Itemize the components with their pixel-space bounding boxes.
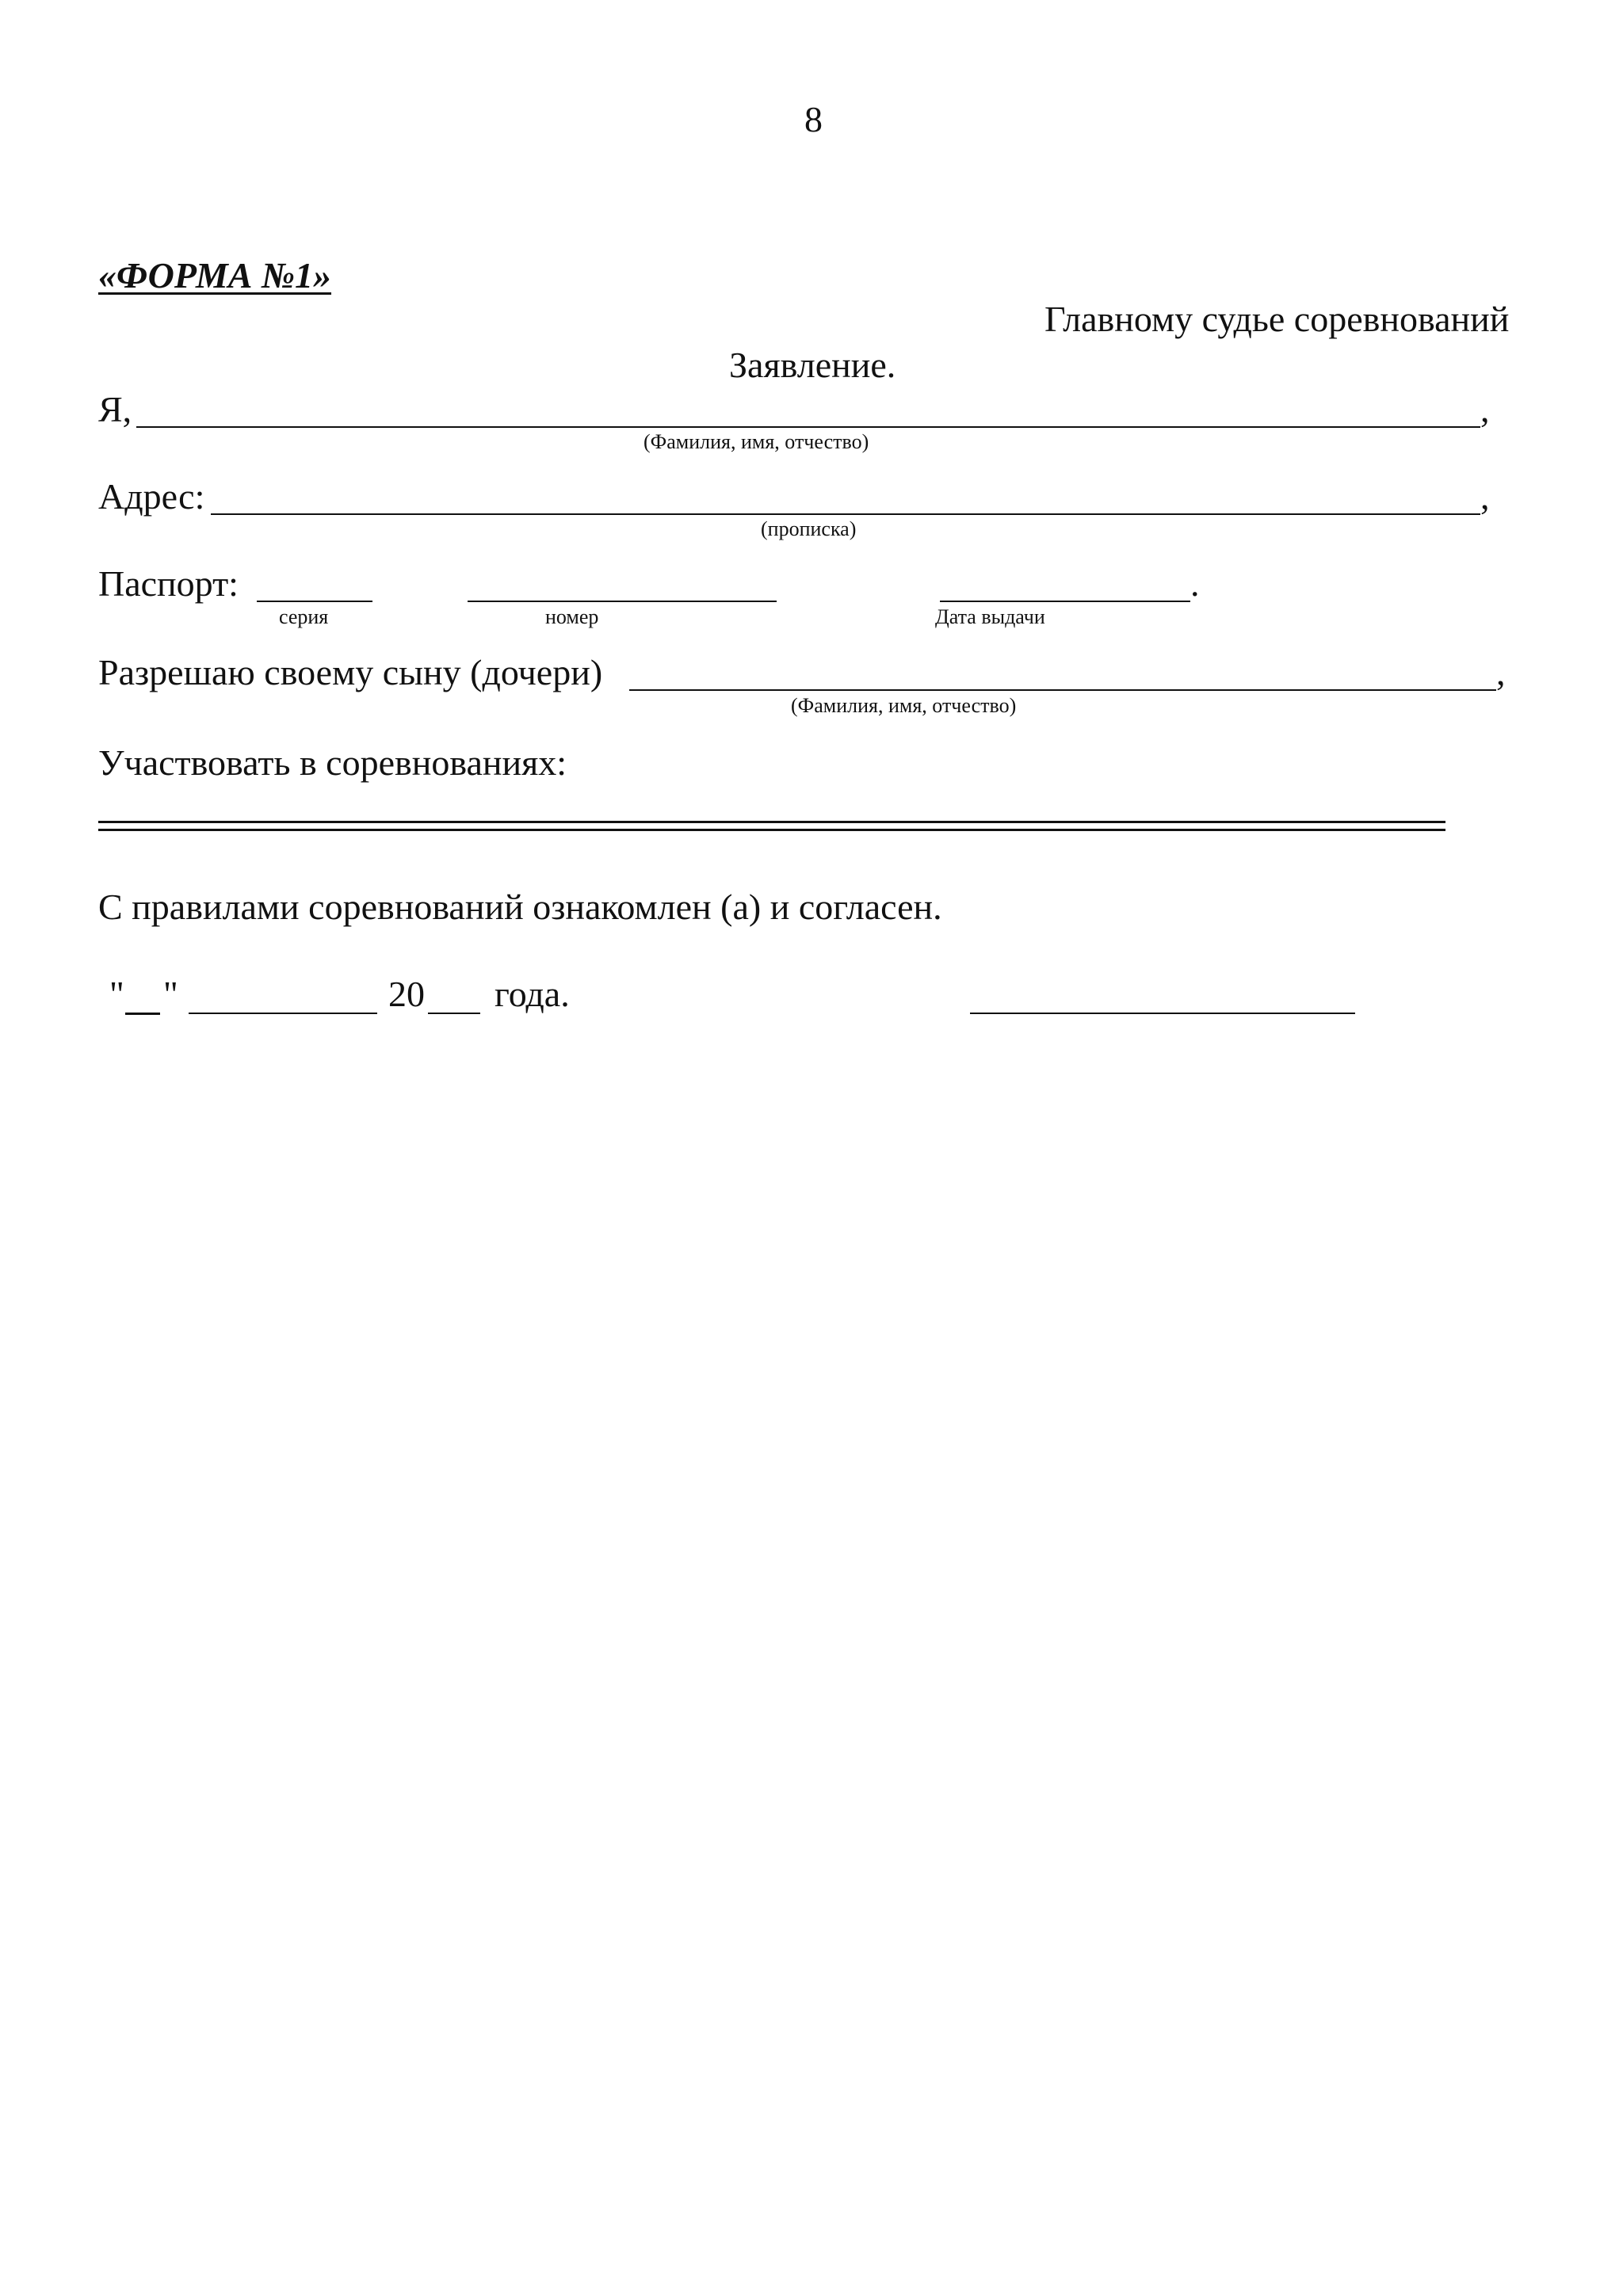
name-caption: (Фамилия, имя, отчество) bbox=[643, 430, 869, 453]
page-number: 8 bbox=[804, 99, 823, 139]
child-caption: (Фамилия, имя, отчество) bbox=[791, 694, 1017, 717]
child-prefix: Разрешаю своему сыну (дочери) bbox=[98, 652, 603, 692]
addressee: Главному судье соревнований bbox=[1044, 299, 1510, 339]
passport-prefix: Паспорт: bbox=[98, 563, 239, 604]
date-quote-close: " bbox=[163, 974, 178, 1014]
address-prefix: Адрес: bbox=[98, 476, 205, 517]
name-line[interactable] bbox=[136, 426, 1480, 428]
date-year-line[interactable] bbox=[428, 1013, 480, 1014]
date-month-line[interactable] bbox=[189, 1013, 377, 1014]
passport-series-line[interactable] bbox=[257, 601, 372, 602]
signature-line[interactable] bbox=[970, 1013, 1355, 1014]
child-line[interactable] bbox=[629, 689, 1496, 691]
rules-statement: С правилами соревнований ознакомлен (а) и согласен. bbox=[98, 887, 942, 927]
form-title: «ФОРМА №1» bbox=[98, 255, 332, 296]
child-comma: , bbox=[1496, 652, 1506, 692]
address-comma: , bbox=[1480, 476, 1490, 517]
date-quote-open: " bbox=[109, 974, 124, 1014]
passport-period: . bbox=[1190, 563, 1200, 604]
date-year-suffix: года. bbox=[495, 974, 570, 1014]
date-day-line[interactable] bbox=[125, 1013, 160, 1015]
participate-line-2[interactable] bbox=[98, 829, 1445, 831]
participate-label: Участвовать в соревнованиях: bbox=[98, 742, 567, 783]
document-title: Заявление. bbox=[729, 345, 896, 385]
participate-line-1[interactable] bbox=[98, 821, 1445, 823]
name-prefix: Я, bbox=[98, 389, 132, 429]
passport-number-line[interactable] bbox=[468, 601, 777, 602]
passport-number-caption: номер bbox=[545, 605, 599, 628]
passport-series-caption: серия bbox=[279, 605, 329, 628]
address-line[interactable] bbox=[211, 513, 1480, 515]
passport-date-line[interactable] bbox=[940, 601, 1190, 602]
date-year-prefix: 20 bbox=[388, 974, 425, 1014]
passport-date-caption: Дата выдачи bbox=[935, 605, 1045, 628]
address-caption: (прописка) bbox=[761, 517, 857, 540]
name-comma: , bbox=[1480, 389, 1490, 429]
